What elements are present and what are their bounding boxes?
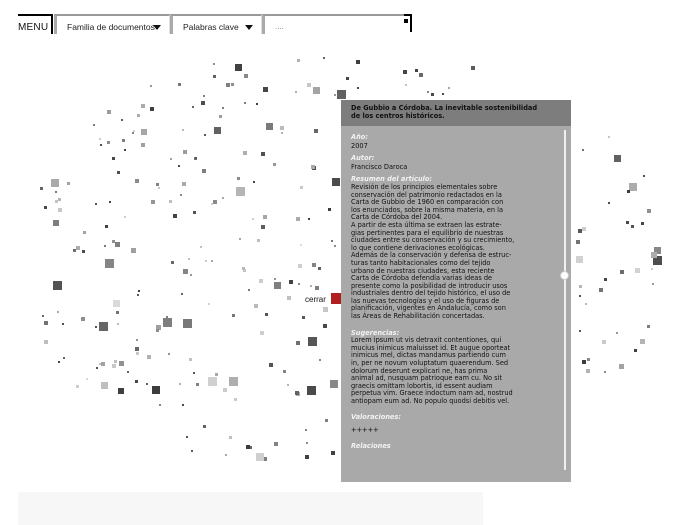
author-value: Francisco Daroca	[351, 162, 408, 171]
document-square[interactable]	[643, 175, 645, 177]
search-submit-button[interactable]	[404, 14, 412, 32]
abstract-label: Resumen del artículo:	[351, 175, 433, 184]
document-square[interactable]	[616, 332, 618, 334]
document-square[interactable]	[235, 64, 242, 71]
document-detail-panel	[341, 100, 571, 482]
document-square[interactable]	[232, 314, 235, 317]
document-square[interactable]	[403, 70, 407, 74]
document-square[interactable]	[296, 341, 300, 345]
document-square[interactable]	[287, 296, 291, 300]
year-value: 2007	[351, 141, 368, 150]
document-square[interactable]	[183, 150, 187, 154]
document-square[interactable]	[318, 267, 321, 270]
document-square[interactable]	[300, 244, 302, 246]
document-square[interactable]	[302, 316, 305, 319]
document-square[interactable]	[419, 73, 423, 77]
document-square[interactable]	[208, 303, 210, 305]
document-square[interactable]	[237, 177, 240, 180]
document-square[interactable]	[312, 263, 316, 267]
panel-title	[341, 100, 571, 126]
document-square[interactable]	[283, 370, 286, 373]
document-square[interactable]	[203, 425, 206, 428]
document-square[interactable]	[173, 214, 177, 218]
document-square[interactable]	[150, 85, 152, 87]
scrollbar-thumb[interactable]	[560, 271, 569, 280]
document-square[interactable]	[266, 123, 273, 130]
document-square[interactable]	[586, 369, 590, 373]
document-square[interactable]	[332, 178, 340, 186]
document-square[interactable]	[608, 202, 610, 204]
document-square[interactable]	[182, 129, 184, 131]
document-square[interactable]	[265, 313, 268, 316]
document-square[interactable]	[331, 451, 335, 455]
document-square[interactable]	[137, 114, 140, 117]
document-square[interactable]	[189, 358, 192, 361]
document-square[interactable]	[179, 383, 181, 385]
document-square[interactable]	[100, 144, 102, 146]
document-square[interactable]	[325, 419, 328, 422]
document-square[interactable]	[205, 260, 207, 262]
document-square[interactable]	[115, 242, 120, 247]
document-square[interactable]	[158, 187, 160, 189]
document-square[interactable]	[219, 115, 222, 118]
document-square[interactable]	[314, 129, 318, 133]
document-square[interactable]	[112, 240, 115, 243]
document-square[interactable]	[274, 278, 276, 280]
document-square[interactable]	[191, 450, 193, 452]
document-square[interactable]	[73, 249, 76, 252]
panel-body	[351, 134, 556, 450]
document-square[interactable]	[53, 220, 59, 226]
document-square[interactable]	[229, 377, 238, 386]
document-square[interactable]	[652, 283, 654, 285]
document-square[interactable]	[76, 246, 80, 250]
document-square[interactable]	[163, 318, 172, 327]
document-square[interactable]	[193, 211, 196, 214]
document-square[interactable]	[76, 385, 79, 388]
document-square[interactable]	[308, 218, 310, 220]
document-square[interactable]	[273, 163, 276, 166]
document-square[interactable]	[141, 143, 145, 147]
document-square[interactable]	[620, 270, 624, 274]
year-label: Año:	[351, 133, 368, 141]
document-square[interactable]	[141, 104, 145, 108]
document-square[interactable]	[62, 323, 64, 325]
search-icon	[404, 19, 408, 23]
document-square[interactable]	[287, 384, 289, 386]
document-square[interactable]	[122, 139, 125, 142]
document-square[interactable]	[305, 429, 307, 431]
document-square[interactable]	[298, 283, 300, 285]
document-square[interactable]	[186, 436, 188, 438]
document-square[interactable]	[313, 87, 320, 94]
document-square[interactable]	[93, 124, 95, 126]
document-square[interactable]	[263, 87, 268, 92]
document-square[interactable]	[152, 386, 160, 394]
document-square[interactable]	[202, 169, 206, 173]
document-square[interactable]	[190, 274, 192, 276]
document-square[interactable]	[631, 225, 634, 228]
document-square[interactable]	[112, 157, 115, 160]
document-square[interactable]	[323, 324, 327, 328]
document-square[interactable]	[105, 225, 108, 228]
document-square[interactable]	[136, 352, 139, 355]
document-square[interactable]	[86, 378, 88, 380]
document-square[interactable]	[156, 329, 159, 332]
document-square[interactable]	[213, 63, 215, 65]
document-square[interactable]	[223, 388, 227, 392]
document-square[interactable]	[337, 90, 346, 99]
document-square[interactable]	[104, 245, 106, 247]
document-square[interactable]	[119, 361, 124, 366]
document-square[interactable]	[188, 258, 190, 260]
document-square[interactable]	[274, 442, 278, 446]
family-dropdown-label: Familia de documentos	[67, 22, 155, 32]
document-square[interactable]	[135, 380, 138, 383]
document-square[interactable]	[116, 311, 119, 314]
document-square[interactable]	[182, 404, 184, 406]
keywords-dropdown[interactable]	[170, 14, 262, 34]
document-square[interactable]	[260, 331, 264, 335]
document-square[interactable]	[576, 256, 583, 263]
document-square[interactable]	[137, 294, 139, 296]
document-square[interactable]	[55, 191, 57, 193]
document-square[interactable]	[448, 87, 450, 89]
document-square[interactable]	[328, 208, 331, 211]
document-square[interactable]	[132, 132, 134, 134]
document-square[interactable]	[225, 454, 227, 456]
document-square[interactable]	[135, 179, 139, 183]
document-square[interactable]	[269, 363, 273, 367]
chevron-down-icon	[153, 25, 161, 30]
document-square[interactable]	[315, 286, 319, 290]
suggestions-label: Sugerencias:	[351, 328, 400, 337]
document-square[interactable]	[331, 240, 333, 242]
document-square[interactable]	[193, 372, 195, 374]
document-square[interactable]	[182, 182, 186, 186]
document-square[interactable]	[442, 93, 444, 95]
document-square[interactable]	[63, 357, 65, 359]
document-square[interactable]	[150, 107, 154, 111]
document-square[interactable]	[640, 339, 645, 344]
document-square[interactable]	[334, 245, 336, 247]
search-input[interactable]: ....	[262, 14, 404, 34]
ratings-label: Valoraciones:	[351, 412, 401, 421]
bottom-bar	[18, 492, 483, 525]
document-square[interactable]	[295, 91, 297, 93]
document-square[interactable]	[261, 225, 265, 229]
document-square[interactable]	[136, 339, 138, 341]
document-square[interactable]	[168, 353, 170, 355]
document-square[interactable]	[243, 269, 246, 272]
document-square[interactable]	[634, 349, 637, 352]
document-square[interactable]	[415, 69, 418, 72]
document-square[interactable]	[81, 317, 85, 321]
scrollbar-track[interactable]	[564, 130, 566, 470]
document-square[interactable]	[124, 149, 126, 151]
document-square[interactable]	[169, 200, 172, 203]
document-square[interactable]	[200, 246, 202, 248]
document-square[interactable]	[576, 240, 580, 244]
document-square[interactable]	[204, 134, 206, 136]
document-square[interactable]	[113, 300, 120, 307]
document-square[interactable]	[599, 288, 603, 292]
document-square[interactable]	[635, 268, 640, 273]
document-square[interactable]	[319, 359, 321, 361]
document-square[interactable]	[53, 281, 62, 290]
document-square[interactable]	[178, 83, 181, 86]
document-square[interactable]	[253, 181, 255, 183]
document-square[interactable]	[180, 194, 182, 196]
document-square[interactable]	[183, 319, 192, 328]
document-square[interactable]	[587, 358, 590, 361]
document-square[interactable]	[222, 107, 224, 109]
document-square[interactable]	[582, 360, 586, 364]
document-square[interactable]	[356, 60, 360, 64]
panel-title-line1: De Gubbio a Córdoba. La inevitable sostenibilidad	[351, 104, 538, 112]
document-square[interactable]	[614, 155, 621, 162]
document-square[interactable]	[641, 222, 644, 225]
document-square[interactable]	[243, 151, 247, 155]
document-square[interactable]	[101, 362, 105, 366]
document-square[interactable]	[195, 157, 197, 159]
document-square[interactable]	[602, 340, 606, 344]
document-square[interactable]	[42, 315, 44, 317]
document-square[interactable]	[44, 206, 47, 209]
document-square[interactable]	[226, 83, 230, 87]
document-square[interactable]	[647, 325, 650, 328]
menu-button[interactable]: MENU	[18, 14, 53, 34]
document-square[interactable]	[146, 383, 148, 385]
document-square[interactable]	[99, 322, 108, 331]
document-square[interactable]	[201, 101, 205, 105]
document-square[interactable]	[101, 382, 108, 389]
document-square[interactable]	[306, 442, 308, 444]
document-square[interactable]	[244, 74, 248, 78]
document-square[interactable]	[582, 149, 584, 151]
document-square[interactable]	[40, 187, 43, 190]
document-square[interactable]	[263, 215, 267, 219]
document-square[interactable]	[246, 445, 250, 449]
document-square[interactable]	[256, 103, 258, 105]
panel-title-line2: de los centros históricos.	[351, 112, 445, 120]
document-square[interactable]	[582, 227, 586, 231]
document-square[interactable]	[471, 66, 475, 70]
keywords-dropdown-label: Palabras clave	[183, 22, 239, 32]
document-square[interactable]	[651, 252, 657, 258]
document-square[interactable]	[307, 83, 311, 87]
document-square[interactable]	[244, 102, 246, 104]
document-square[interactable]	[99, 138, 101, 140]
document-square[interactable]	[67, 182, 70, 185]
document-square[interactable]	[357, 87, 359, 89]
document-square[interactable]	[105, 259, 114, 268]
document-square[interactable]	[295, 391, 299, 395]
suggestions-text: Lorem ipsum ut vis detraxit contentiones, qui mucius inimicus maluisset id. Et augue oporteat inimicus mel, dictas mandamus partiendo cum in, per ne novum voluptatum quaerendum. Sed dolorum deserunt explicari ne, has prima animal ad, nusquam patrioque eam cu. No sit graecis omittam lobortis, id essent audiam perpetua vim. Graece indoctum nam ad, nostrud antiopam eum ad. No populo quodsi debitis vel.	[351, 336, 513, 405]
document-square[interactable]	[124, 216, 126, 218]
document-square[interactable]	[629, 183, 637, 191]
document-square[interactable]	[114, 360, 117, 363]
document-square[interactable]	[178, 165, 180, 167]
document-square[interactable]	[107, 141, 110, 144]
document-square[interactable]	[257, 239, 260, 242]
document-square[interactable]	[183, 269, 188, 274]
document-square[interactable]	[604, 371, 606, 373]
document-square[interactable]	[579, 330, 581, 332]
document-square[interactable]	[208, 377, 217, 386]
chevron-down-icon	[245, 25, 253, 30]
document-square[interactable]	[254, 304, 258, 308]
close-button[interactable]	[331, 293, 341, 304]
document-square[interactable]	[281, 132, 283, 134]
top-bar	[0, 0, 700, 40]
document-square[interactable]	[171, 261, 174, 264]
document-square[interactable]	[215, 373, 218, 376]
document-square[interactable]	[427, 91, 429, 93]
document-square[interactable]	[261, 152, 265, 156]
document-square[interactable]	[296, 217, 300, 221]
document-square[interactable]	[252, 218, 254, 220]
document-square[interactable]	[259, 279, 263, 283]
document-square[interactable]	[44, 321, 48, 325]
document-square[interactable]	[117, 171, 120, 174]
document-square[interactable]	[203, 95, 205, 97]
document-square[interactable]	[298, 264, 302, 268]
document-square[interactable]	[192, 106, 194, 108]
document-square[interactable]	[307, 386, 316, 395]
document-square[interactable]	[222, 197, 224, 199]
document-square[interactable]	[44, 340, 48, 344]
document-square[interactable]	[112, 364, 116, 368]
document-square[interactable]	[58, 198, 61, 201]
document-square[interactable]	[619, 364, 624, 369]
document-square[interactable]	[405, 84, 407, 86]
document-square[interactable]	[431, 93, 434, 96]
document-square[interactable]	[156, 183, 159, 186]
document-square[interactable]	[300, 186, 303, 189]
document-square[interactable]	[289, 280, 293, 284]
document-square[interactable]	[236, 187, 245, 196]
document-square[interactable]	[211, 260, 213, 262]
document-square[interactable]	[138, 290, 140, 292]
document-square[interactable]	[305, 455, 309, 459]
document-square[interactable]	[651, 268, 653, 270]
document-square[interactable]	[117, 323, 119, 325]
document-square[interactable]	[131, 248, 136, 253]
document-square[interactable]	[151, 200, 155, 204]
close-label[interactable]: cerrar	[305, 295, 326, 304]
document-square[interactable]	[231, 83, 234, 86]
document-square[interactable]	[121, 119, 123, 121]
document-square[interactable]	[323, 57, 325, 59]
document-square[interactable]	[627, 190, 630, 193]
document-square[interactable]	[95, 326, 97, 328]
document-square[interactable]	[308, 337, 317, 346]
document-square[interactable]	[280, 126, 284, 130]
family-dropdown[interactable]	[54, 14, 170, 34]
document-square[interactable]	[51, 179, 59, 187]
relations-label[interactable]: Relaciones	[351, 441, 391, 450]
document-square[interactable]	[274, 282, 281, 289]
document-square[interactable]	[141, 129, 147, 135]
document-square[interactable]	[96, 367, 98, 369]
document-square[interactable]	[330, 380, 338, 388]
document-square[interactable]	[181, 293, 183, 295]
document-square[interactable]	[213, 75, 216, 78]
document-square[interactable]	[585, 303, 587, 305]
document-square[interactable]	[608, 136, 610, 138]
document-square[interactable]	[229, 436, 232, 439]
document-square[interactable]	[579, 295, 581, 297]
document-square[interactable]	[297, 59, 300, 62]
document-square[interactable]	[211, 203, 213, 205]
document-square[interactable]	[58, 361, 60, 363]
document-square[interactable]	[170, 158, 172, 160]
document-square[interactable]	[118, 388, 124, 394]
document-square[interactable]	[311, 165, 315, 169]
document-square[interactable]	[239, 238, 241, 240]
document-square[interactable]	[109, 201, 111, 203]
ratings-value[interactable]: +++++	[351, 426, 379, 435]
document-square[interactable]	[234, 398, 237, 401]
document-square[interactable]	[213, 200, 217, 204]
document-square[interactable]	[323, 307, 328, 312]
document-square[interactable]	[57, 311, 59, 313]
document-square[interactable]	[256, 453, 264, 461]
document-square[interactable]	[107, 110, 111, 114]
document-square[interactable]	[196, 383, 199, 386]
document-square[interactable]	[248, 289, 250, 291]
document-square[interactable]	[579, 285, 582, 288]
document-square[interactable]	[58, 208, 62, 212]
document-square[interactable]	[346, 77, 349, 80]
document-square[interactable]	[214, 127, 221, 134]
abstract-text: Revisión de los principios elementales sobre conservación del patrimonio redactados en la Carta de Gubbio de 1960 en comparación con los enunciados, sobre la misma materia, en la Carta de Córdoba del 2004. A partir de esta última se extraen las estrate- gias pertinentes para el equilibrio de nuestras ciudades entre su conservación y su crecimiento, lo que contiene derivaciones ecológicas. Además de la conservación y defensa de estruc- turas tanto habitacionales como del tejido urbano de nuestras ciudades, esta reciente Carta de Córdoba defendía varias ideas de presente como la posibilidad de introducir usos industriales dentro del tejido histórico, el uso de las nuevas tecnologías y el uso de figuras de planificación, vigentes en Andalucía, como son las Áreas de Rehabilitación concertadas.	[351, 182, 515, 321]
document-square[interactable]	[95, 203, 97, 205]
author-label: Autor:	[351, 154, 375, 163]
document-square[interactable]	[127, 371, 129, 373]
document-square[interactable]	[604, 278, 607, 281]
document-square[interactable]	[135, 347, 139, 351]
document-square[interactable]	[83, 231, 86, 234]
document-square[interactable]	[647, 209, 651, 213]
document-square[interactable]	[626, 221, 629, 224]
document-square[interactable]	[82, 250, 85, 253]
document-square[interactable]	[310, 285, 312, 287]
document-square[interactable]	[147, 355, 151, 359]
document-square[interactable]	[159, 404, 161, 406]
